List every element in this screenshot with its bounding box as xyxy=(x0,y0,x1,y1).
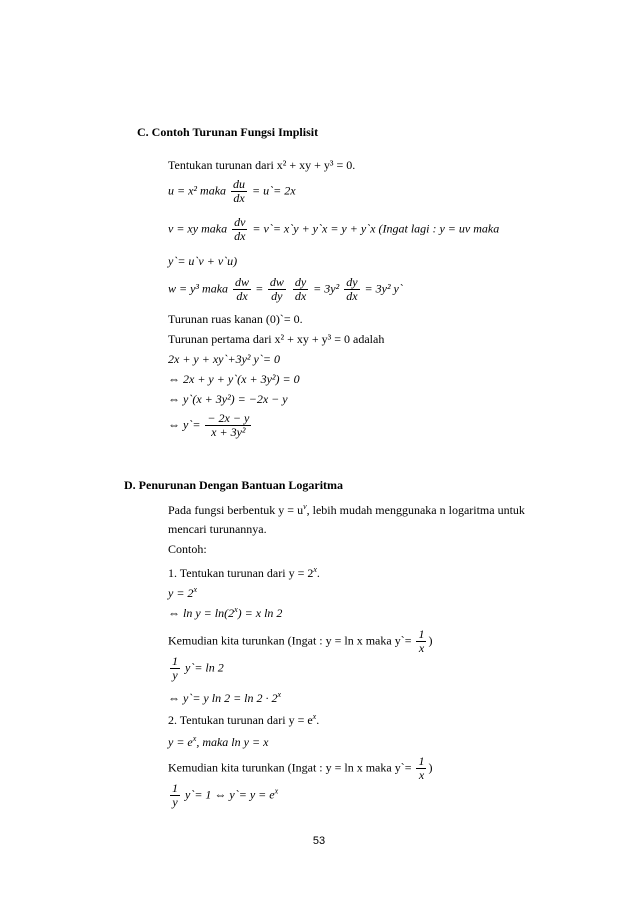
ex1-title xyxy=(168,563,320,580)
ex1-c xyxy=(168,628,432,655)
ex2-b-end: ) xyxy=(428,760,433,775)
ex1-title-end: . xyxy=(316,566,320,580)
ex2-b-num: 1 xyxy=(418,754,425,768)
w-line xyxy=(168,276,403,303)
dw-dy-den: dy xyxy=(271,289,283,303)
step2-line: ⇔ 2x + y + y`(x + 3y²) = 0 xyxy=(168,372,300,386)
dw-dy-num: dw xyxy=(269,275,284,289)
du-den: dx xyxy=(233,191,245,205)
contoh-label: Contoh: xyxy=(168,542,207,556)
v-continuation: y`= u`v + v`u) xyxy=(168,254,238,268)
ex1-c-text: Kemudian kita turunkan (Ingat : y = ln x maka y`= xyxy=(168,633,412,648)
ex1-b-text: ⇔ ln y = ln(2 xyxy=(168,606,235,620)
section-c-heading: C. Contoh Turunan Fungsi Implisit xyxy=(137,125,319,139)
ex2-c-fraction xyxy=(170,782,180,809)
dw-dx-fraction xyxy=(233,276,251,303)
ex2-c-num: 1 xyxy=(172,781,178,795)
ex1-b-sup: x xyxy=(234,605,238,614)
para1-line xyxy=(168,500,525,517)
ex2-c xyxy=(168,782,278,809)
dw-dx-num: dw xyxy=(235,275,250,289)
ex2-b-den: x xyxy=(418,768,425,782)
para1-rest: , lebih mudah menggunaka n logaritma untuk xyxy=(306,503,525,517)
step4-den: x + 3y² xyxy=(211,425,246,439)
dy-dx-den: dx xyxy=(294,289,307,303)
ex1-b-end: ) = x ln 2 xyxy=(237,606,283,620)
dv-dx-fraction xyxy=(232,216,247,243)
ex1-d-text: y`= ln 2 xyxy=(185,660,224,675)
ex1-a-text: y = 2 xyxy=(168,586,194,600)
ex1-c-den: x xyxy=(418,641,425,655)
ex1-c-num: 1 xyxy=(418,627,425,641)
ex1-title-text: 1. Tentukan turunan dari y = 2 xyxy=(168,566,314,580)
ex1-d-den: y xyxy=(172,668,178,682)
du-dx-fraction xyxy=(231,178,247,205)
dy-dx-num: dy xyxy=(294,275,307,289)
w-lhs: w = y³ maka xyxy=(168,281,229,296)
step4-line xyxy=(168,412,253,439)
ex2-b-fraction xyxy=(416,755,426,782)
pertama-line: Turunan pertama dari x² + xy + y³ = 0 adalah xyxy=(168,332,385,346)
ex2-title-sup: x xyxy=(312,712,317,721)
ex1-title-sup: x xyxy=(313,565,317,574)
ex1-e xyxy=(168,688,281,705)
step3-line: ⇔ y`(x + 3y²) = −2x − y xyxy=(168,392,288,406)
ex1-c-fraction xyxy=(416,628,426,655)
v-rhs: = v`= x`y + y`x = y + y`x (Ingat lagi : y = uv maka xyxy=(252,221,500,236)
ex2-c-sup: x xyxy=(274,786,279,796)
ex1-d-num: 1 xyxy=(172,654,178,668)
ex1-a xyxy=(168,583,197,600)
ex2-b xyxy=(168,755,432,782)
step4-lhs: ⇔ y`= xyxy=(168,417,201,432)
ex2-c-text: y`= 1 ⇔ y`= y = e xyxy=(185,787,275,802)
ex1-c-end: ) xyxy=(428,633,433,648)
ex1-e-text: ⇔ y`= y ln 2 = ln 2 · 2 xyxy=(168,691,278,705)
ex2-title xyxy=(168,710,319,727)
dy-dx-2-num: dy xyxy=(346,275,358,289)
ex1-d xyxy=(168,655,224,682)
para1-sup: v xyxy=(303,502,307,511)
step4-fraction xyxy=(205,412,251,439)
ex1-a-sup: x xyxy=(193,585,197,594)
dy-dx-fraction-2 xyxy=(344,276,359,303)
dy-dx-2-den: dx xyxy=(346,289,358,303)
ex2-a-text: y = e xyxy=(168,735,193,749)
kanan-line: Turunan ruas kanan (0)`= 0. xyxy=(168,312,303,326)
para1-text: Pada fungsi berbentuk y = u xyxy=(168,503,304,517)
ex2-title-text: 2. Tentukan turunan dari y = e xyxy=(168,713,313,727)
v-line xyxy=(168,216,499,243)
step1-line: 2x + y + xy`+3y² y`= 0 xyxy=(168,352,280,366)
ex2-a-sup: x xyxy=(192,734,197,743)
u-lhs: u = x² maka xyxy=(168,183,227,198)
para2-line: mencari turunannya. xyxy=(168,522,267,536)
section-d-heading: D. Penurunan Dengan Bantuan Logaritma xyxy=(124,478,344,492)
dy-dx-fraction xyxy=(293,276,308,303)
dv-den: dx xyxy=(234,229,246,243)
du-num: du xyxy=(233,177,246,191)
ex2-b-text: Kemudian kita turunkan (Ingat : y = ln x maka y`= xyxy=(168,760,412,775)
v-lhs: v = xy maka xyxy=(168,221,228,236)
dw-dy-fraction xyxy=(268,276,286,303)
ex2-title-end: . xyxy=(316,713,320,727)
ex1-d-fraction xyxy=(170,655,180,682)
dw-dx-den: dx xyxy=(236,289,248,303)
step4-num: − 2x − y xyxy=(207,411,250,425)
w-mid: = 3y² xyxy=(313,281,340,296)
ex1-e-sup: x xyxy=(277,690,282,699)
u-rhs: = u`= 2x xyxy=(252,183,296,198)
w-equals: = xyxy=(256,281,263,296)
ex2-a-end: , maka ln y = x xyxy=(196,735,269,749)
w-rhs: = 3y² y` xyxy=(364,281,403,296)
page-number: 53 xyxy=(312,835,326,847)
ex2-a xyxy=(168,732,268,749)
dv-num: dv xyxy=(234,215,246,229)
ex2-c-den: y xyxy=(172,795,178,809)
ex1-b xyxy=(168,603,282,620)
u-line xyxy=(168,178,296,205)
intro-line: Tentukan turunan dari x² + xy + y³ = 0. xyxy=(168,158,356,172)
